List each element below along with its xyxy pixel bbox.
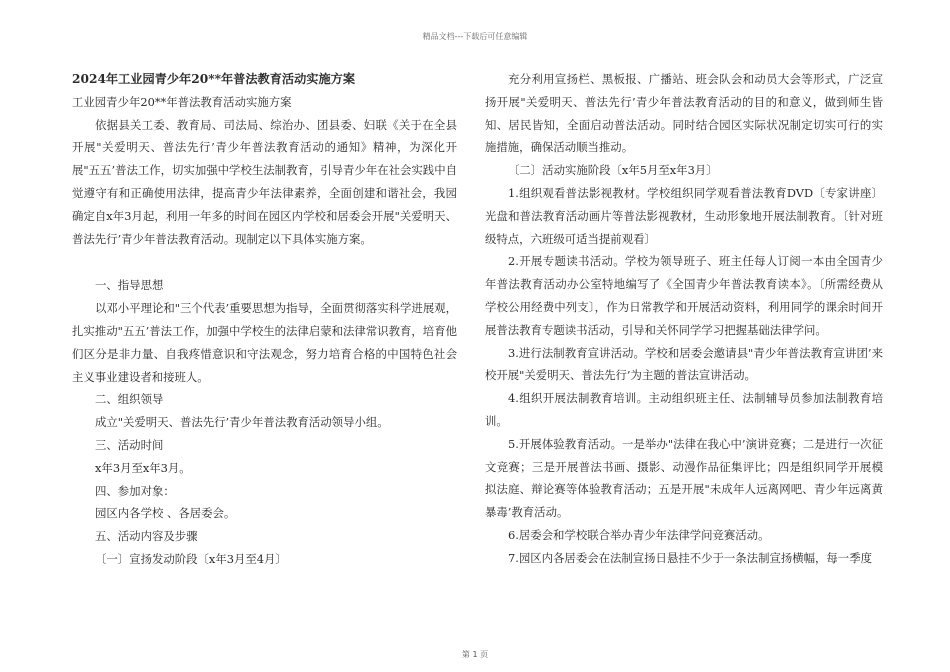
item-2-paragraph: 2.开展专题读书活动。学校为领导班子、班主任每人订阅一本由全国青少年普法教育活动办公室特地编写了《全国青少年普法教育读本》。〔所需经费从学校公用经费中列支〕，作为日常教学和开展活动资料，利用同学的课余时间开展普法教育专题读书活动，引导和关怀同学学习把握基础法律学问。 [485,254,883,337]
item-3-paragraph: 3.进行法制教育宣讲活动。学校和居委会邀请县"青少年普法教育宣讲团’来校开展"关爱明天、普法先行’为主题的普法宣讲活动。 [485,345,883,383]
item-5-paragraph: 5.开展体验教育活动。一是举办"法律在我心中’演讲竞赛；二是进行一次征文竞赛；三是开展普法书画、摄影、动漫作品征集评比；四是组织同学开展模拟法庭、辩论赛等体验教育活动；五是开展"未成年人远离网吧、青少年远离黄暴毒’教育活动。 [485,436,883,520]
page-number: 第 1 页 [461,650,489,659]
item-7-paragraph: 7.园区内各居委会在法制宣扬日悬挂不少于一条法制宣扬横幅，每一季度 [508,550,872,565]
subtitle-paragraph: 工业园青少年20**年普法教育活动实施方案 [72,94,292,109]
section-heading-5: 五、活动内容及步骤 [95,529,198,544]
left-column [72,68,457,571]
item-1-paragraph: 1.组织观看普法影视教材。学校组织同学观看普法教育DVD〔专家讲座〕光盘和普法教育活动画片等普法影视教材，生动形象地开展法制教育。〔针对班级特点，六班级可适当提前观看〕 [485,185,883,246]
item-6-paragraph: 6.居委会和学校联合举办青少年法律学问竞赛活动。 [508,527,770,542]
section-heading-4: 四、参加对象： [95,483,175,498]
publicity-paragraph: 充分利用宣扬栏、黑板报、广播站、班会队会和动员大会等形式，广泛宣扬开展"关爱明天、普法先行’青少年普法教育活动的目的和意义，做到师生皆知、居民皆知，全面启动普法活动。同时结合园区实际状况制定切实可行的实施措施，确保活动顺当推动。 [485,72,883,155]
section-heading-2: 二、组织领导 [95,392,164,407]
section-heading-1: 一、指导思想 [95,278,164,293]
spacer [72,250,457,274]
participants-paragraph: 园区内各学校 、各居委会。 [95,506,236,521]
item-4-paragraph: 4.组织开展法制教育培训。主动组织班主任、法制辅导员参加法制教育培训。 [485,391,883,428]
page-header: 精品文档---下载后可任意编辑 [422,32,528,41]
activity-time-paragraph: x年3月至x年3月。 [95,460,191,475]
stage-two-heading: 〔二〕活动实施阶段〔x年5月至x年3月〕 [508,163,718,178]
leadership-paragraph: 成立"关爱明天、普法先行’青少年普法教育活动领导小组。 [95,415,389,430]
guiding-ideology-paragraph: 以邓小平理论和"三个代表’重要思想为指导，全面贯彻落实科学进展观，扎实推动"五五’普法工作，加强中学校生的法律启蒙和法律常识教育，培育他们区分是非力量、自我疼惜意识和守法观念，努力培育合格的中国特色社会主义事业建设者和接班人。 [72,301,457,384]
stage-one-heading: 〔一〕宣扬发动阶段〔x年3月至4月〕 [95,551,287,566]
section-heading-3: 三、活动时间 [95,437,164,452]
document-title: 2024年工业园青少年20**年普法教育活动实施方案 [72,72,356,86]
right-column [485,68,883,570]
intro-paragraph: 依据县关工委、教育局、司法局、综治办、团县委、妇联《关于在全县开展"关爱明天、普法先行’青少年普法教育活动的通知》精神，为深化开展"五五’普法工作，切实加强中学校生法制教育，引导青少年在社会实践中自觉遵守有和正确使用法律，提高青少年法律素养，全面创建和谐社会，我园确定自x年3月起，利用一年多的时间在园区内学校和居委会开展"关爱明天、普法先行’青少年普法教育活动。现制定以下具体实施方案。 [72,117,457,246]
